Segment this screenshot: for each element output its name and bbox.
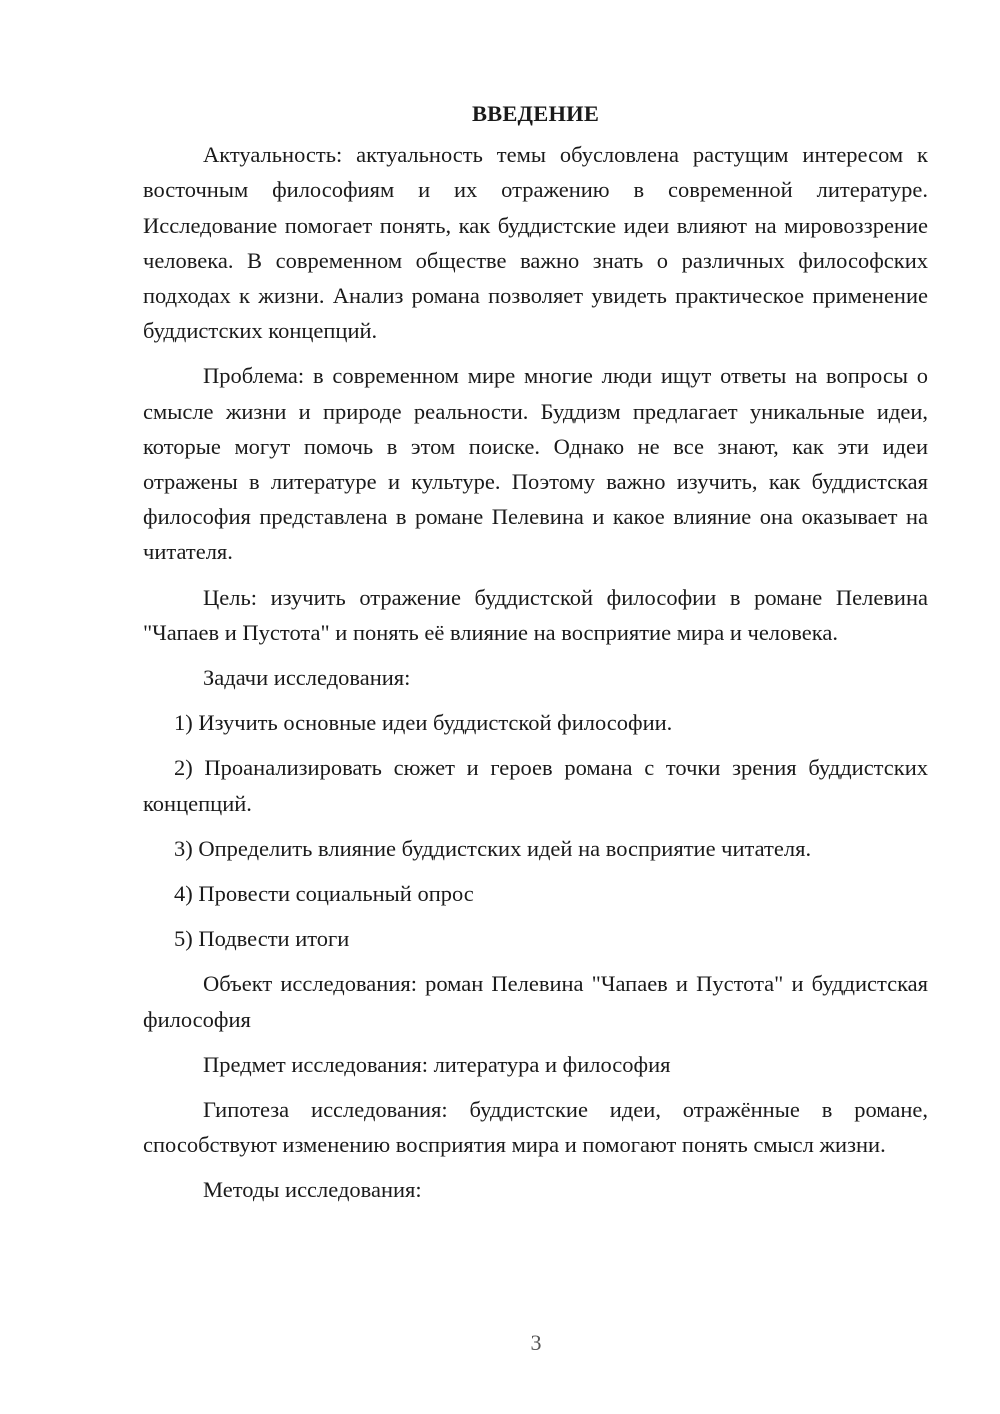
task-item: 2) Проанализировать сюжет и героев романа с точки зрения буддистских концепций. xyxy=(143,755,928,816)
subject-paragraph: Предмет исследования: литература и философия xyxy=(203,1051,671,1077)
page-number: 3 xyxy=(530,1330,542,1355)
task-item: 3) Определить влияние буддистских идей на восприятие читателя. xyxy=(174,835,812,861)
goal-paragraph: Цель: изучить отражение буддистской философии в романе Пелевина "Чапаев и Пустота" и понять её влияние на восприятие мира и человека. xyxy=(143,584,928,645)
task-item: 5) Подвести итоги xyxy=(174,926,350,952)
hypothesis-paragraph: Гипотеза исследования: буддистские идеи, отражённые в романе, способствуют изменению восприятия мира и помогают понять смысл жизни. xyxy=(143,1097,928,1158)
methods-paragraph: Методы исследования: xyxy=(203,1177,422,1203)
relevance-paragraph: Актуальность: актуальность темы обусловлена растущим интересом к восточным философиям и их отражению в современной литературе. Исследование помогает понять, как буддистские идеи влияют на мировоззрение человека. В современном обществе важно знать о различных философских подходах к жизни. Анализ романа позволяет увидеть практическое применение буддистских концепций. xyxy=(143,142,928,344)
problem-paragraph: Проблема: в современном мире многие люди ищут ответы на вопросы о смысле жизни и природе реальности. Буддизм предлагает уникальные идеи, которые могут помочь в этом поиске. Однако не все знают, как эти идеи отражены в литературе и культуре. Поэтому важно изучить, как буддистская философия представлена в романе Пелевина и какое влияние она оказывает на читателя. xyxy=(143,363,928,565)
tasks-heading: Задачи исследования: xyxy=(203,665,411,691)
page-title: ВВЕДЕНИЕ xyxy=(471,101,600,126)
document-page xyxy=(143,96,928,1218)
task-item: 1) Изучить основные идеи буддистской философии. xyxy=(174,710,673,736)
object-paragraph: Объект исследования: роман Пелевина "Чапаев и Пустота" и буддистская философия xyxy=(143,971,928,1032)
task-item: 4) Провести социальный опрос xyxy=(174,881,474,907)
